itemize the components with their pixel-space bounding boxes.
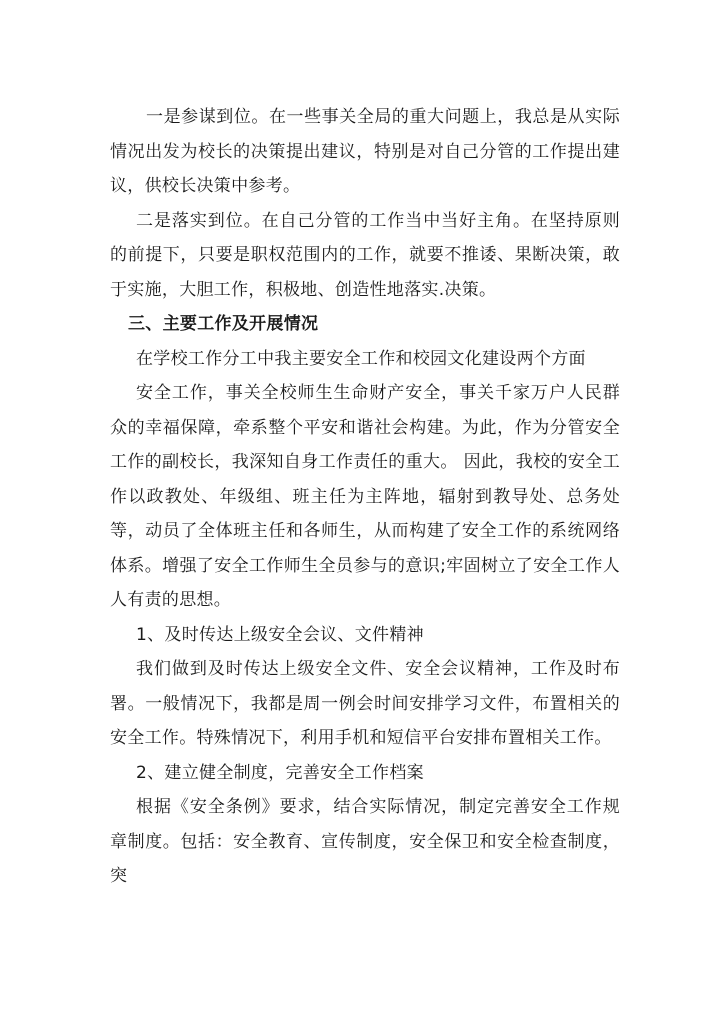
paragraph-establish-system: 根据《安全条例》要求，结合实际情况，制定完善安全工作规章制度。包括：安全教育、宣传制度，安全保卫和安全检查制度，突 [110,797,620,886]
section-heading-main-work: 三、主要工作及开展情况 [128,314,319,334]
paragraph-transmit-meetings: 我们做到及时传达上级安全文件、安全会议精神，工作及时布署。一般情况下，我都是周一例会时间安排学习文件，布置相关的安全工作。特殊情况下，利用手机和短信平台安排布置相关工作。 [110,659,620,748]
paragraph-work-division: 在学校工作分工中我主要安全工作和校园文化建设两个方面 [136,348,586,369]
paragraph-implementation: 二是落实到位。在自己分管的工作当中当好主角。在坚持原则的前提下，只要是职权范围内的工作，就要不推诿、果断决策，敢于实施，大胆工作，积极地、创造性地落实.决策。 [110,210,620,300]
paragraph-advisory: 一是参谋到位。在一些事关全局的重大问题上，我总是从实际情况出发为校长的决策提出建议，特别是对自己分管的工作提出建议，供校长决策中参考。 [110,107,620,196]
subheading-transmit-meetings: 1、及时传达上级安全会议、文件精神 [136,624,424,645]
subheading-establish-system: 2、建立健全制度，完善安全工作档案 [136,762,424,783]
document-page [110,100,620,894]
paragraph-safety-work: 安全工作，事关全校师生生命财产安全，事关千家万户人民群众的幸福保障，牵系整个平安和谐社会构建。为此，作为分管安全工作的副校长，我深知自身工作责任的重大。 因此，我校的安全工作以政教处、年级组、班主任为主阵地，辐射到教导处、总务处等，动员了全体班主任和各师生，从而构建了安全工作的系统网络体系。增强了安全工作师生全员参与的意识;牢固树立了安全工作人人有责的思想。 [110,383,620,610]
